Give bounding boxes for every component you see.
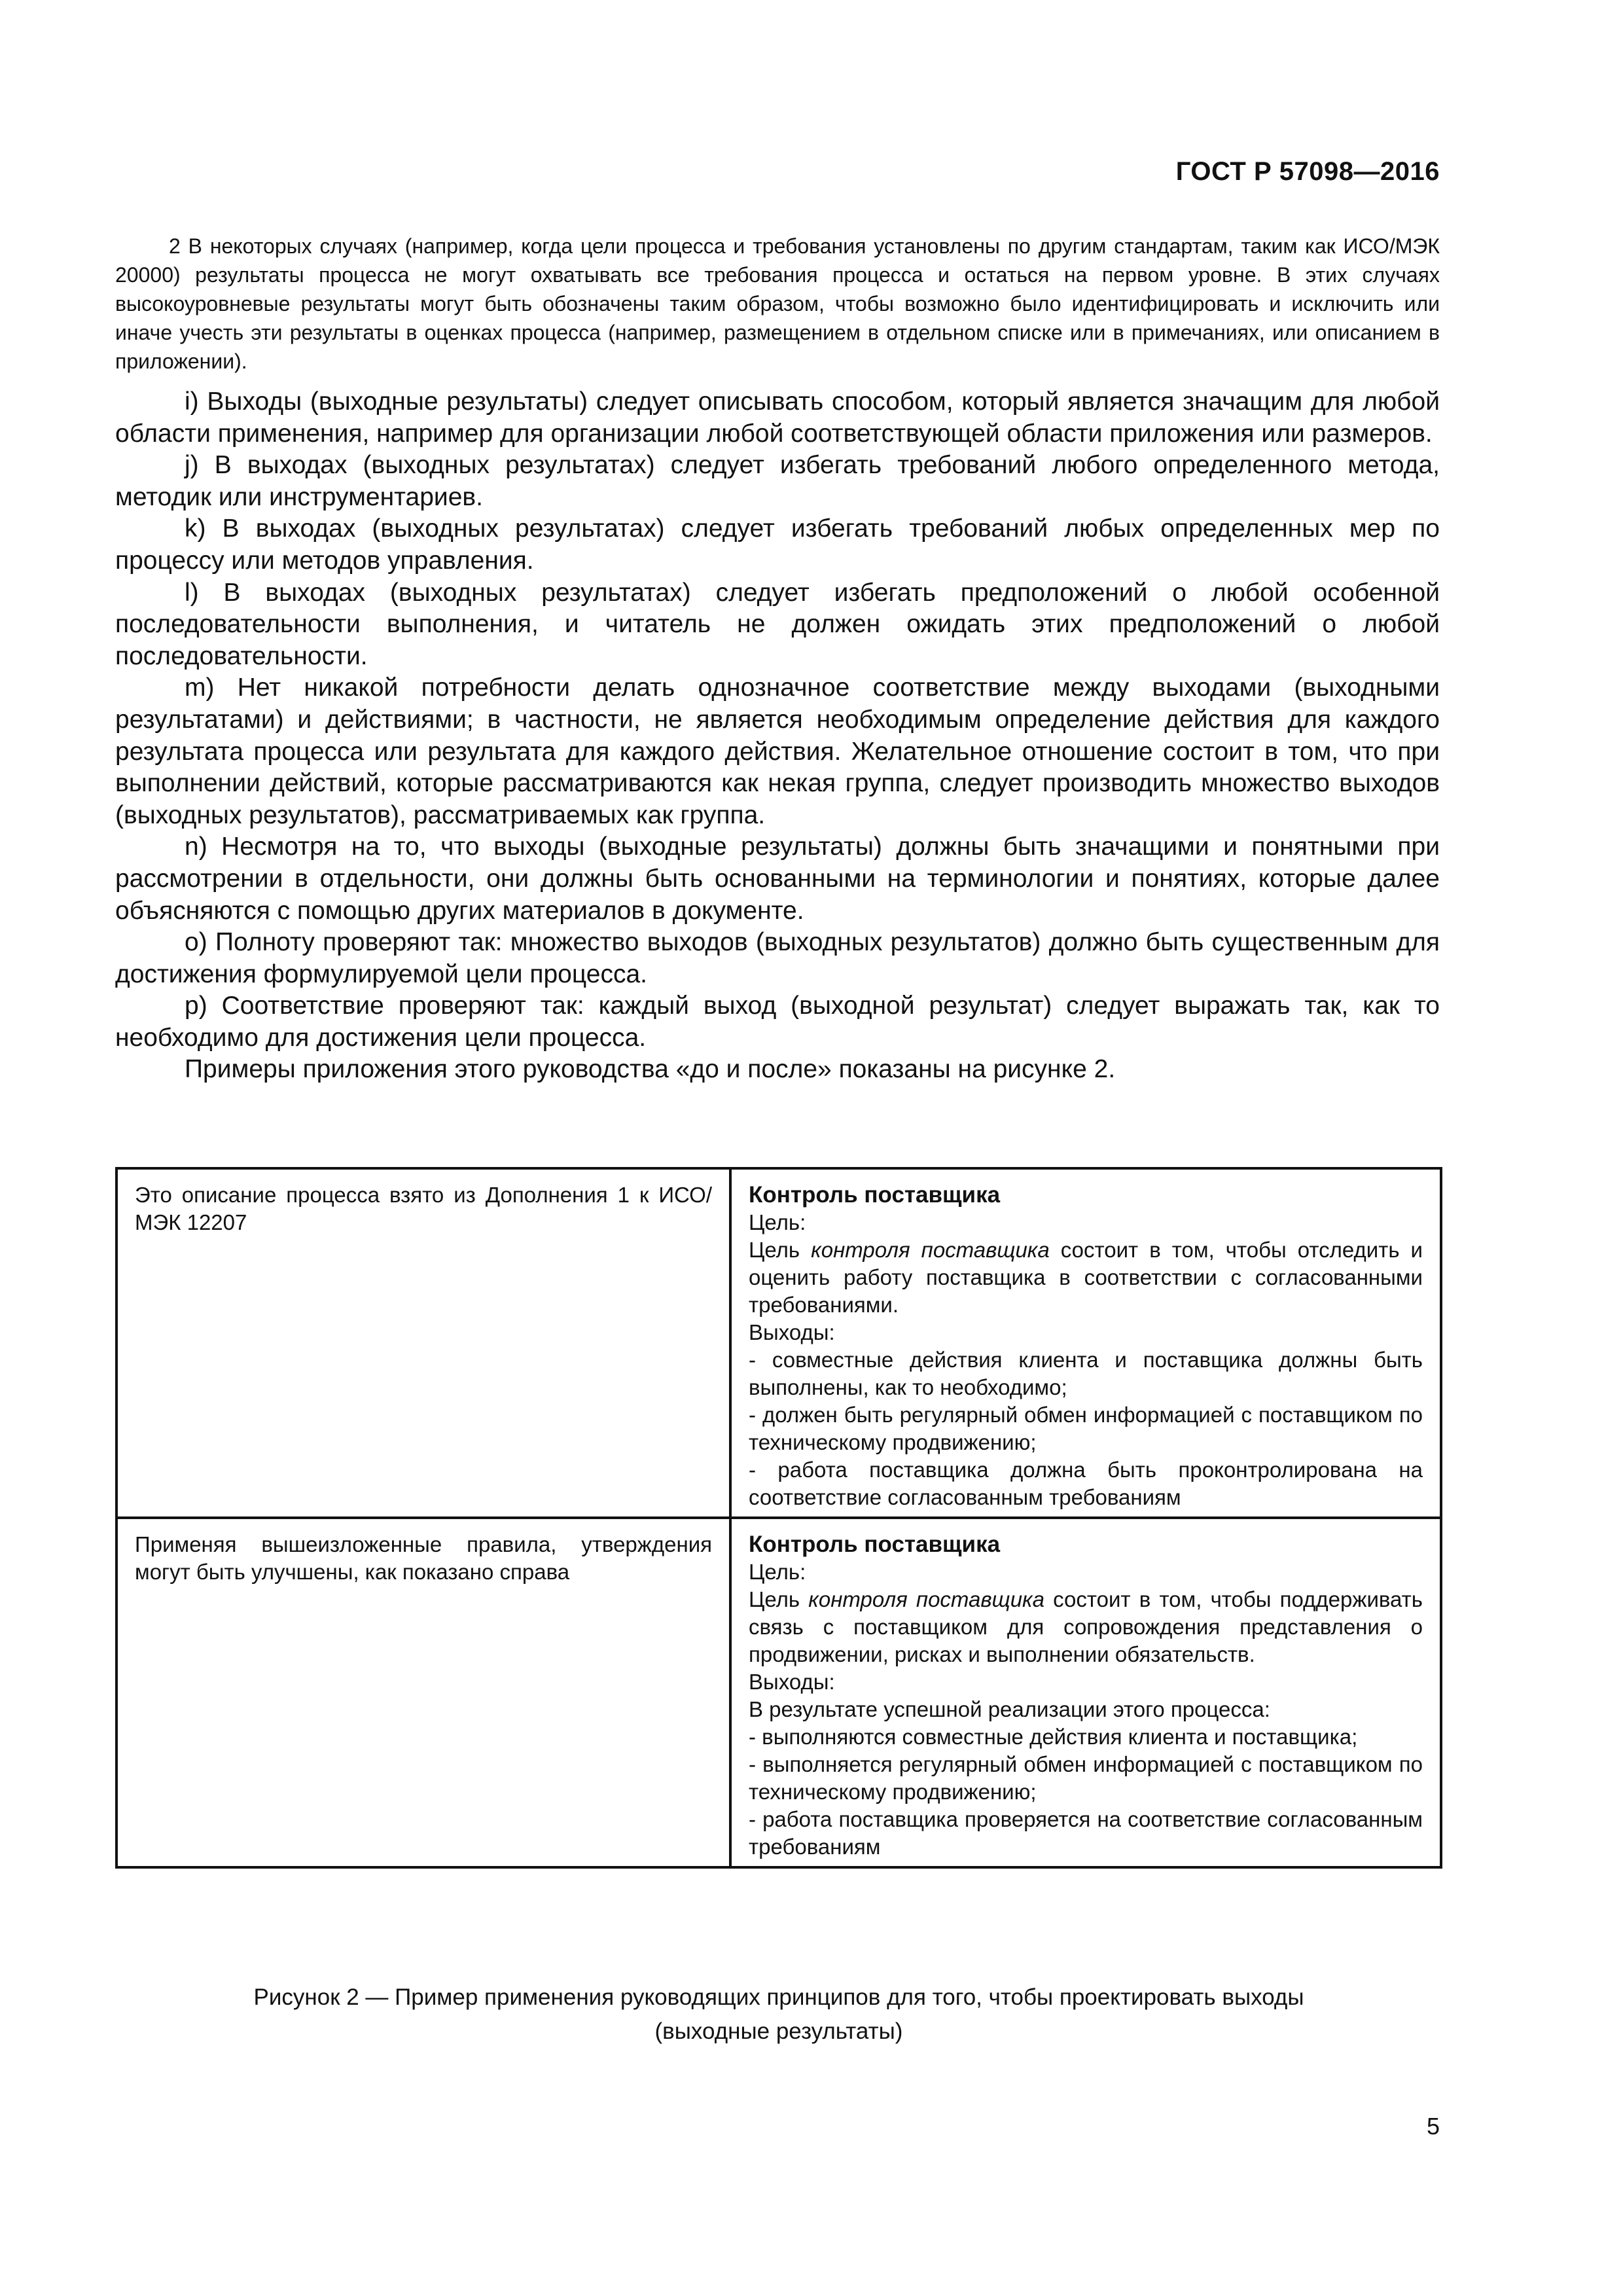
- output-item: - работа поставщика должна быть проконтролирована на соответствие согласованным требованиям: [749, 1458, 1423, 1509]
- cell-title: Контроль поставщика: [749, 1182, 1001, 1208]
- goal-text: [749, 1236, 1423, 1319]
- goal-rest: состоит в том, чтобы поддерживать связь с поставщиком для сопровождения представления о продвижении, рисках и выполнении обязательств.: [749, 1587, 1423, 1666]
- output-item: - работа поставщика проверяется на соответствие согласованным требованиям: [749, 1807, 1423, 1859]
- goal-italic: контроля поставщика: [808, 1587, 1044, 1611]
- output-item: - выполняется регулярный обмен информацией с поставщиком по техническому продвижению;: [749, 1752, 1423, 1804]
- outputs-intro: В результате успешной реализации этого процесса:: [749, 1697, 1270, 1721]
- before-description-text: Это описание процесса взято из Дополнения 1 к ИСО/МЭК 12207: [135, 1183, 712, 1234]
- list-item-n: n) Несмотря на то, что выходы (выходные результаты) должны быть значащими и понятными при рассмотрении в отдельности, они должны быть основанными на терминологии и понятиях, которые далее объясняются с помощью других материалов в документе.: [115, 833, 1440, 925]
- list-item-p: p) Соответствие проверяют так: каждый выход (выходной результат) следует выражать так, как то необходимо для достижения цели процесса.: [115, 992, 1440, 1052]
- page-number: 5: [1426, 2113, 1440, 2140]
- figure-caption: [115, 1981, 1442, 2049]
- table-cell-after-description: [116, 1518, 730, 1867]
- table-cell-after-example: [730, 1518, 1441, 1867]
- goal-rest: состоит в том, чтобы отследить и оценить работу поставщика в соответствии с согласованными требованиями.: [749, 1238, 1423, 1317]
- figure-2-table: [115, 1167, 1442, 1869]
- outputs-label: Выходы:: [749, 1320, 835, 1344]
- after-description-text: Применяя вышеизложенные правила, утверждения могут быть улучшены, как показано справа: [135, 1532, 712, 1584]
- list-item-l: l) В выходах (выходных результатах) следует избегать предположений о любой особенной последовательности выполнения, и читатель не должен ожидать этих предположений о любой последовательности.: [115, 578, 1440, 670]
- output-item: - должен быть регулярный обмен информацией с поставщиком по техническому продвижению;: [749, 1403, 1423, 1454]
- goal-label: Цель:: [749, 1560, 806, 1584]
- caption-line-2: (выходные результаты): [654, 2018, 903, 2044]
- goal-label: Цель:: [749, 1210, 806, 1234]
- goal-prefix: Цель: [749, 1587, 809, 1611]
- note-paragraph: [115, 232, 1440, 376]
- table-cell-before-description: [116, 1168, 730, 1518]
- output-item: - совместные действия клиента и поставщика должны быть выполнены, как то необходимо;: [749, 1348, 1423, 1399]
- outputs-label: Выходы:: [749, 1670, 835, 1694]
- list-item-i: i) Выходы (выходные результаты) следует описывать способом, который является значащим для любой области применения, например для организации любой соответствующей области приложения или размеров.: [115, 387, 1440, 448]
- requirements-list: [115, 386, 1440, 1086]
- table-cell-before-example: [730, 1168, 1441, 1518]
- cell-title: Контроль поставщика: [749, 1532, 1001, 1557]
- table-row: [116, 1518, 1441, 1867]
- list-item-k: k) В выходах (выходных результатах) следует избегать требований любых определенных мер по процессу или методов управления.: [115, 514, 1440, 575]
- document-standard-number: ГОСТ Р 57098—2016: [1175, 157, 1440, 186]
- note-text: 2 В некоторых случаях (например, когда цели процесса и требования установлены по другим стандартам, таким как ИСО/МЭК 20000) результаты процесса не могут охватывать все требования процесса и остаться на первом уровне. В этих случаях высокоуровневые результаты могут быть обозначены таким образом, чтобы возможно было идентифицировать и исключить или иначе учесть эти результаты в оценках процесса (например, размещением в отдельном списке или в примечаниях, или описанием в приложении).: [115, 234, 1440, 373]
- table-row: [116, 1168, 1441, 1518]
- goal-italic: контроля поставщика: [811, 1238, 1050, 1262]
- list-item-j: j) В выходах (выходных результатах) следует избегать требований любого определенного метода, методик или инструментариев.: [115, 451, 1440, 511]
- figure-reference-paragraph: Примеры приложения этого руководства «до и после» показаны на рисунке 2.: [185, 1055, 1116, 1084]
- list-item-o: o) Полноту проверяют так: множество выходов (выходных результатов) должно быть существенным для достижения формулируемой цели процесса.: [115, 928, 1440, 988]
- output-item: - выполняются совместные действия клиента и поставщика;: [749, 1725, 1358, 1749]
- list-item-m: m) Нет никакой потребности делать однозначное соответствие между выходами (выходными результатами) и действиями; в частности, не является необходимым определение действия для каждого результата процесса или результата для каждого действия. Желательное отношение состоит в том, что при выполнении действий, которые рассматриваются как некая группа, следует производить множество выходов (выходных результатов), рассматриваемых как группа.: [115, 673, 1440, 829]
- goal-text: [749, 1586, 1423, 1668]
- goal-prefix: Цель: [749, 1238, 812, 1262]
- caption-line-1: Рисунок 2 — Пример применения руководящих принципов для того, чтобы проектировать выходы: [253, 1984, 1304, 2010]
